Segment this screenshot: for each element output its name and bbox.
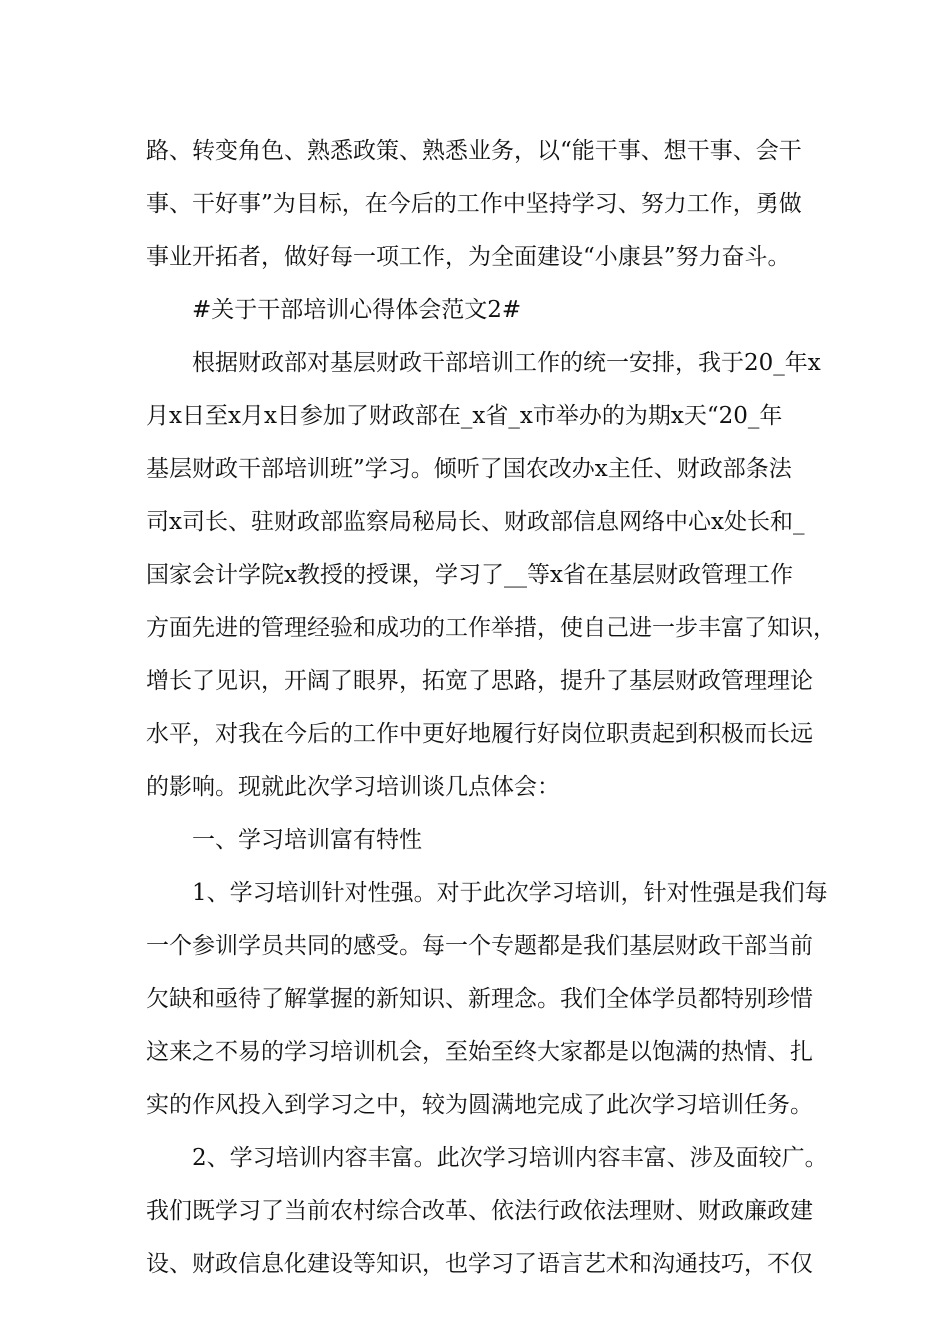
text-line: 增长了见识，开阔了眼界，拓宽了思路，提升了基层财政管理理论 — [146, 668, 813, 694]
text-line: 路、转变角色、熟悉政策、熟悉业务，以“能干事、想干事、会干 — [146, 138, 802, 164]
text-line: 我们既学习了当前农村综合改革、依法行政依法理财、财政廉政建 — [146, 1198, 813, 1224]
text-line: 方面先进的管理经验和成功的工作举措，使自己进一步丰富了知识， — [146, 615, 836, 641]
text-line: 事、干好事”为目标，在今后的工作中坚持学习、努力工作，勇做 — [146, 191, 802, 217]
text-line: 司x司长、驻财政部监察局秘局长、财政部信息网络中心x处长和_ — [146, 509, 805, 535]
text-line: 的影响。现就此次学习培训谈几点体会： — [146, 774, 560, 800]
paragraph-start-line: 1、学习培训针对性强。对于此次学习培训，针对性强是我们每 — [192, 880, 828, 906]
document-body — [146, 125, 836, 1291]
text-line: 一个参训学员共同的感受。每一个专题都是我们基层财政干部当前 — [146, 933, 813, 959]
text-line: 国家会计学院x教授的授课，学习了__等x省在基层财政管理工作 — [146, 562, 793, 588]
text-line: 基层财政干部培训班”学习。倾听了国农改办x主任、财政部条法 — [146, 456, 792, 482]
paragraph-start-line: 2、学习培训内容丰富。此次学习培训内容丰富、涉及面较广。 — [192, 1145, 828, 1171]
text-line: 欠缺和亟待了解掌握的新知识、新理念。我们全体学员都特别珍惜 — [146, 986, 813, 1012]
section-heading: #关于干部培训心得体会范文2# — [192, 297, 522, 323]
subsection-heading: 一、学习培训富有特性 — [192, 827, 422, 853]
text-line: 事业开拓者，做好每一项工作，为全面建设“小康县”努力奋斗。 — [146, 244, 791, 270]
text-line: 月x日至x月x日参加了财政部在_x省_x市举办的为期x天“20_年 — [146, 403, 783, 429]
paragraph-start-line: 根据财政部对基层财政干部培训工作的统一安排，我于20_年x — [192, 350, 821, 376]
text-line: 设、财政信息化建设等知识，也学习了语言艺术和沟通技巧，不仅 — [146, 1251, 813, 1277]
text-line: 水平，对我在今后的工作中更好地履行好岗位职责起到积极而长远 — [146, 721, 813, 747]
text-line: 实的作风投入到学习之中，较为圆满地完成了此次学习培训任务。 — [146, 1092, 813, 1118]
text-line: 这来之不易的学习培训机会，至始至终大家都是以饱满的热情、扎 — [146, 1039, 813, 1065]
